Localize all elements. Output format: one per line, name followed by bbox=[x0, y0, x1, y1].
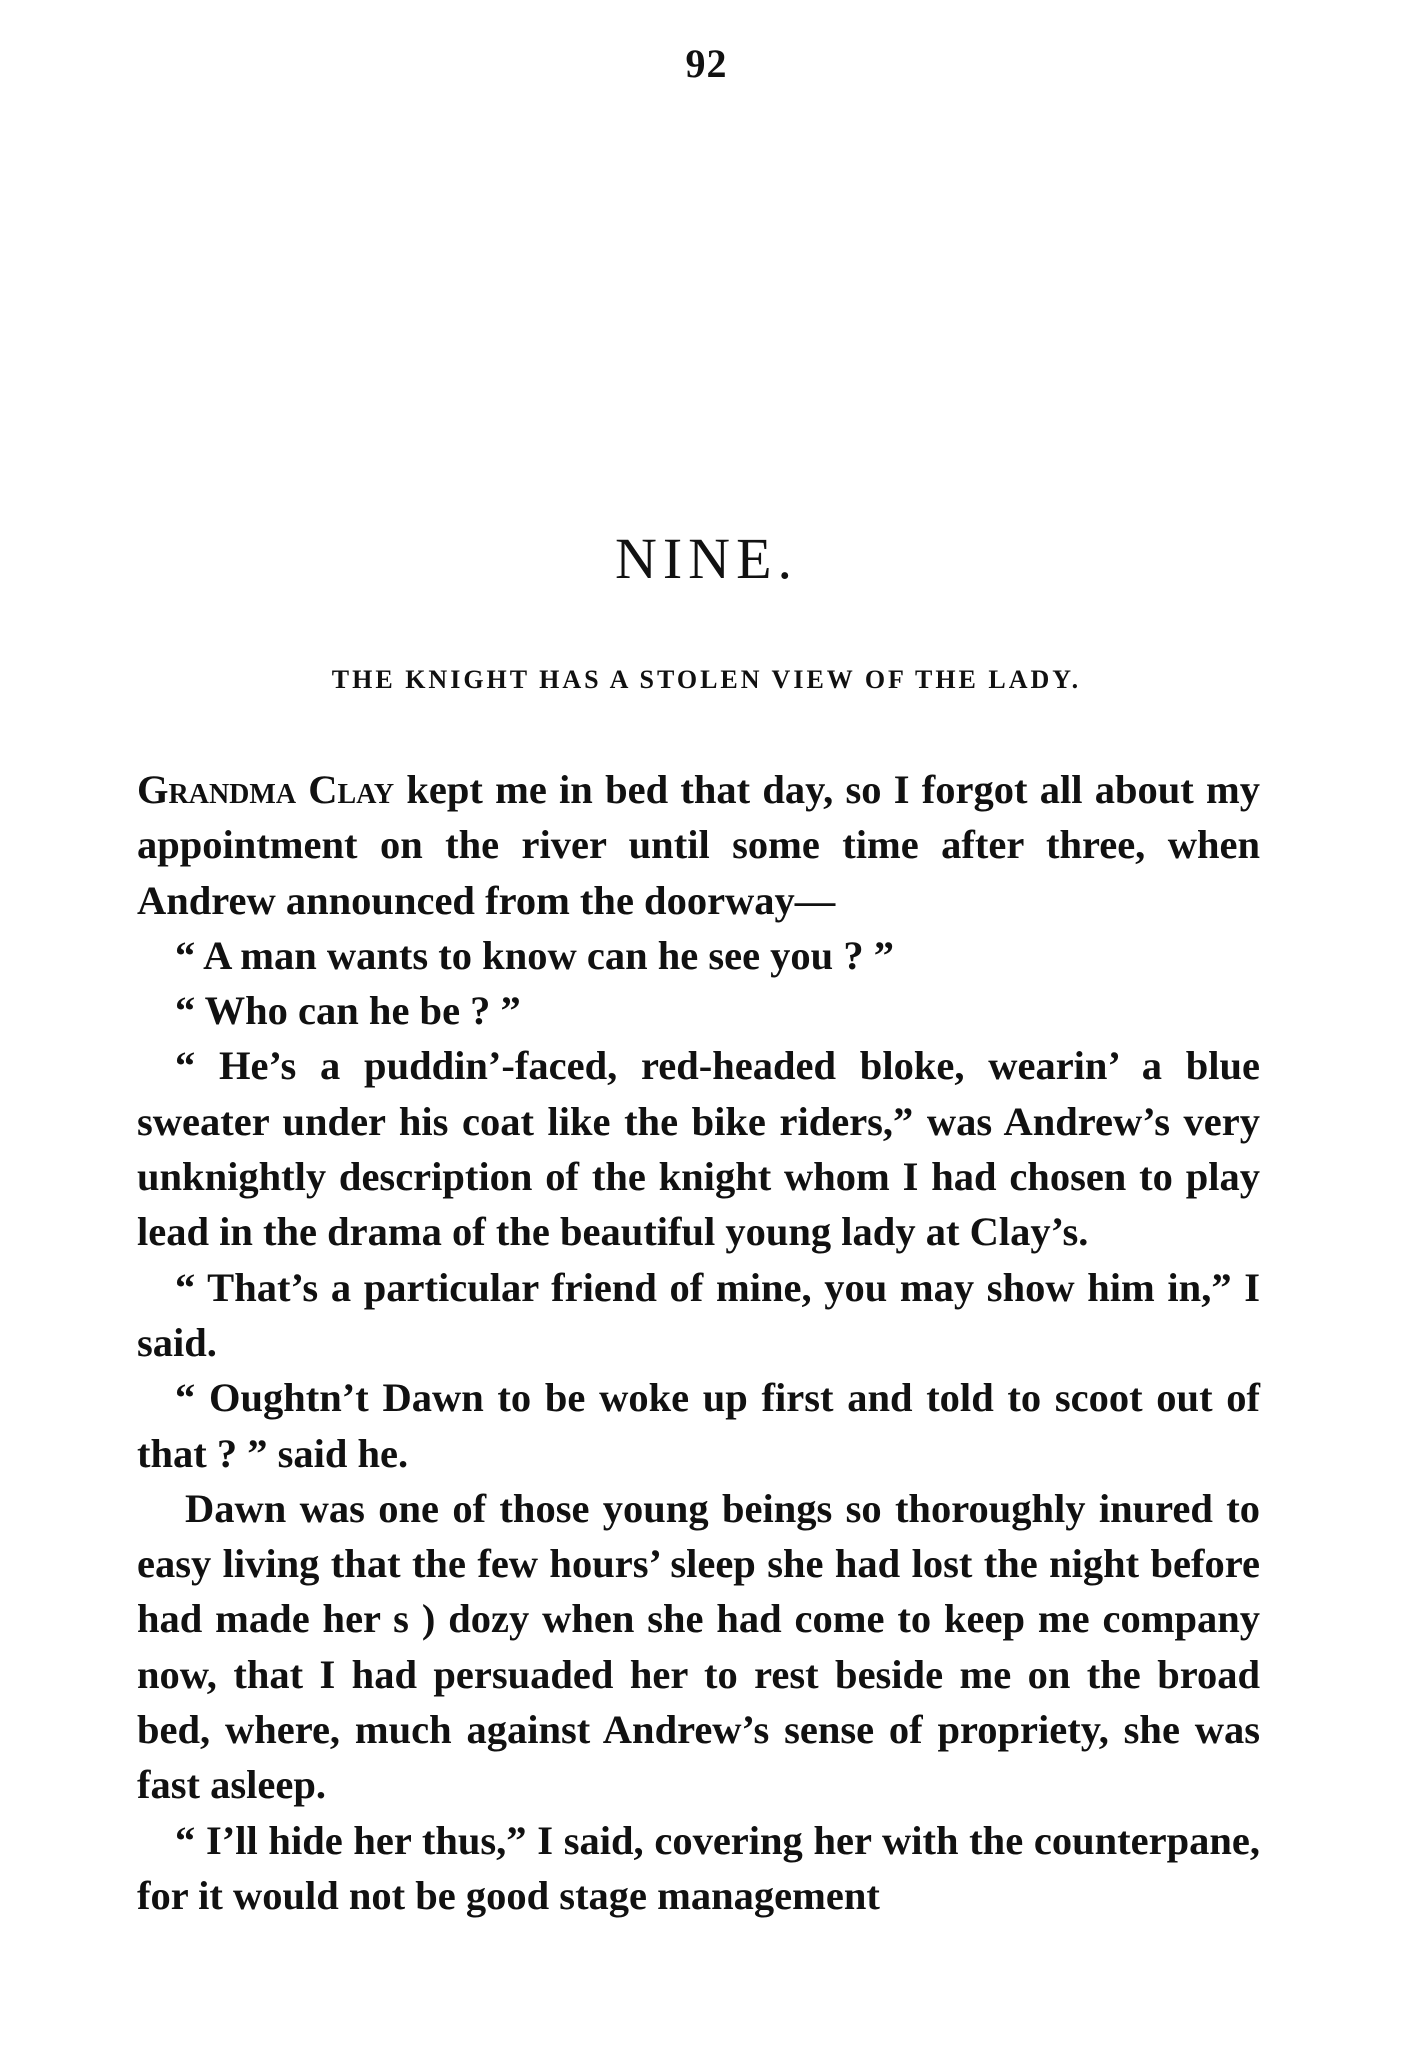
page-number: 92 bbox=[685, 41, 728, 86]
body-text bbox=[137, 762, 1260, 1923]
paragraph: Dawn was one of those young beings so thoroughly inured to easy living that the few hours’ sleep she had lost the night before had made her s ) dozy when she had come to keep me company now, that I had persuaded her to rest beside me on the broad bed, where, much against Andrew’s sense of propriety, she was fast asleep. bbox=[137, 1485, 1260, 1808]
paragraph: “ He’s a puddin’-faced, red-headed bloke, wearin’ a blue sweater under his coat like the bike riders,” was Andrew’s very unknightly description of the knight whom I had chosen to play lead in the drama of the beautiful young lady at Clay’s. bbox=[137, 1043, 1260, 1255]
paragraph-text: kept me in bed that day, so I forgot all about my appointment on the river until some time after three, when Andrew announced from the doorway— bbox=[137, 767, 1260, 923]
chapter-subtitle: THE KNIGHT HAS A STOLEN VIEW OF THE LADY. bbox=[331, 665, 1082, 694]
paragraph-lead-smallcaps: Grandma Clay bbox=[137, 767, 395, 812]
paragraph: “ That’s a particular friend of mine, you may show him in,” I said. bbox=[137, 1264, 1260, 1365]
paragraph: “ A man wants to know can he see you ? ” bbox=[175, 932, 894, 978]
paragraph: “ Oughtn’t Dawn to be woke up first and told to scoot out of that ? ” said he. bbox=[137, 1375, 1260, 1476]
paragraph: “ I’ll hide her thus,” I said, covering her with the counterpane, for it would not be good stage management bbox=[137, 1817, 1260, 1918]
paragraph bbox=[137, 762, 1260, 928]
chapter-title: NINE. bbox=[614, 526, 798, 591]
paragraph: “ Who can he be ? ” bbox=[175, 988, 521, 1034]
